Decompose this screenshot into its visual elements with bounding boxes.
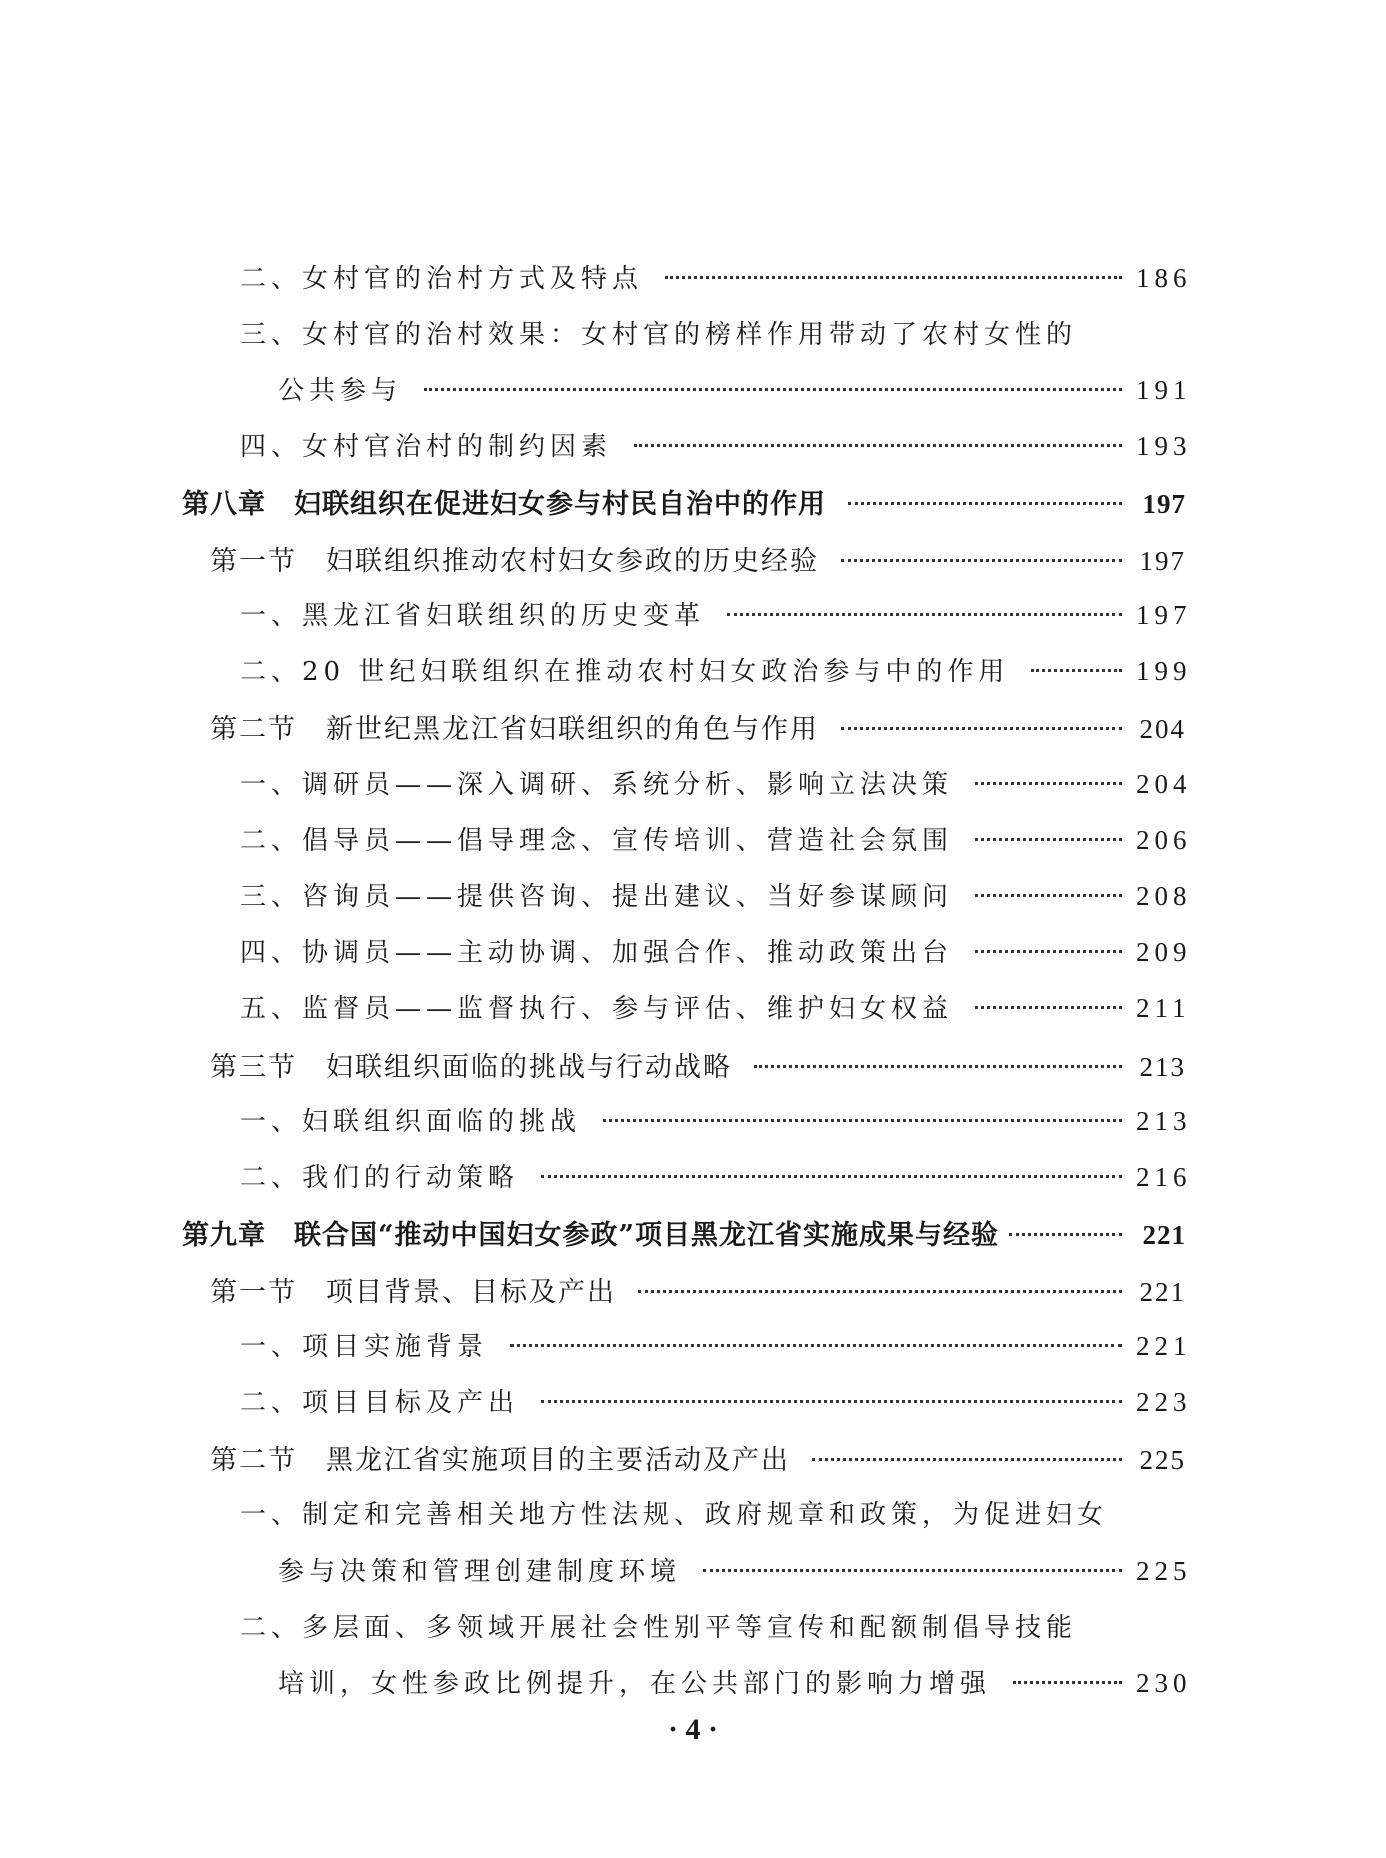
toc-entry[interactable] [240,932,1192,969]
toc-entry-title: 二、我们的行动策略 [240,1163,520,1193]
toc-entry-title: 三、女村官的治村效果：女村官的榜样作用带动了农村女性的 [240,320,1078,350]
toc-entry-title: 五、监督员——监督执行、参与评估、维护妇女权益 [240,994,954,1024]
dot-leader [424,388,1122,391]
toc-entry-page: 213 [1139,1052,1186,1082]
toc-entry-title: 二、女村官的治村方式及特点 [240,264,644,294]
toc-section[interactable] [210,707,1186,746]
toc-entry[interactable] [240,820,1192,857]
toc-chapter[interactable] [182,1213,1186,1252]
toc-section-title: 第二节 黑龙江省实施项目的主要活动及产出 [210,1445,790,1476]
toc-section[interactable] [210,539,1186,578]
toc-entry-first-line[interactable] [240,1494,1108,1531]
toc-entry-page: 197 [1136,600,1192,630]
toc-entry-page: 204 [1136,769,1192,799]
page-number: · 4 · [667,1713,718,1746]
toc-entry-continuation[interactable] [278,1551,1192,1588]
toc-entry[interactable] [240,876,1192,913]
toc-entry-title: 公共参与 [278,376,403,406]
toc-entry-title: 二、多层面、多领域开展社会性别平等宣传和配额制倡导技能 [240,1613,1078,1643]
toc-entry-title: 四、女村官治村的制约因素 [240,432,613,462]
toc-entry-continuation[interactable] [278,370,1192,407]
toc-section[interactable] [210,1045,1186,1084]
dot-leader [754,1065,1122,1068]
toc-section-title: 第一节 妇联组织推动农村妇女参政的历史经验 [210,546,819,577]
toc-entry[interactable] [240,988,1191,1025]
toc-section-title: 第一节 项目背景、目标及产出 [210,1277,616,1308]
toc-entry-title: 一、调研员——深入调研、系统分析、影响立法决策 [240,770,954,800]
dot-leader [841,727,1122,730]
toc-entry-page: 221 [1136,1331,1192,1361]
toc-entry-title: 一、项目实施背景 [240,1332,489,1362]
toc-entry-page: 216 [1136,1162,1192,1192]
dot-leader [1031,669,1122,672]
toc-chapter-title: 第九章 联合国“推动中国妇女参政”项目黑龙江省实施成果与经验 [182,1220,1000,1251]
toc-entry-page: 204 [1139,714,1186,744]
toc-entry-continuation[interactable] [278,1663,1192,1700]
dot-leader [975,782,1122,785]
toc-entry-page: 211 [1136,993,1191,1023]
dot-leader [603,1119,1122,1122]
toc-chapter[interactable] [182,482,1186,521]
toc-entry-page: 221 [1142,1220,1186,1250]
dot-leader [541,1175,1122,1178]
toc-section-title: 第二节 新世纪黑龙江省妇联组织的角色与作用 [210,714,819,745]
toc-entry-title: 培训，女性参政比例提升，在公共部门的影响力增强 [278,1669,992,1699]
toc-entry-page: 225 [1136,1556,1192,1586]
toc-entry-page: 199 [1136,656,1192,686]
dot-leader [665,276,1122,279]
toc-entry[interactable] [240,651,1192,688]
dot-leader [975,894,1122,897]
toc-entry-title: 一、制定和完善相关地方性法规、政府规章和政策，为促进妇女 [240,1500,1109,1530]
toc-entry-page: 197 [1139,546,1186,576]
toc-entry-page: 221 [1139,1277,1186,1307]
toc-entry-page: 197 [1142,489,1186,519]
toc-entry-title: 二、20 世纪妇联组织在推动农村妇女政治参与中的作用 [240,657,1010,687]
toc-section[interactable] [210,1270,1186,1309]
dot-leader [703,1569,1122,1572]
toc-entry-page: 223 [1136,1387,1192,1417]
toc-entry-page: 206 [1136,825,1192,855]
toc-entry[interactable] [240,764,1192,801]
toc-chapter-title: 第八章 妇联组织在促进妇女参与村民自治中的作用 [182,489,826,520]
dot-leader [541,1400,1122,1403]
toc-entry-page: 209 [1136,937,1192,967]
toc-entry-page: 186 [1136,263,1192,293]
toc-entry-page: 213 [1136,1106,1192,1136]
dot-leader [812,1458,1122,1461]
dot-leader [975,838,1122,841]
dot-leader [841,559,1122,562]
toc-entry[interactable] [240,1326,1192,1363]
dot-leader [510,1344,1122,1347]
dot-leader [1009,1233,1122,1236]
toc-entry-title: 二、倡导员——倡导理念、宣传培训、营造社会氛围 [240,826,954,856]
toc-entry-title: 一、妇联组织面临的挑战 [240,1107,582,1137]
dot-leader [1013,1681,1122,1684]
toc-entry-title: 三、咨询员——提供咨询、提出建议、当好参谋顾问 [240,882,954,912]
toc-section[interactable] [210,1438,1186,1477]
dot-leader [975,950,1122,953]
toc-entry-first-line[interactable] [240,1607,1077,1644]
dot-leader [727,613,1122,616]
toc-entry-page: 193 [1136,431,1192,461]
dot-leader [638,1290,1122,1293]
toc-entry-page: 230 [1136,1668,1192,1698]
dot-leader [634,444,1122,447]
dot-leader [848,502,1122,505]
toc-entry-title: 四、协调员——主动协调、加强合作、推动政策出台 [240,938,954,968]
dot-leader [975,1006,1122,1009]
toc-entry-title: 一、黑龙江省妇联组织的历史变革 [240,601,706,631]
toc-entry[interactable] [240,1382,1192,1419]
toc-entry[interactable] [240,258,1192,295]
toc-entry[interactable] [240,1157,1192,1194]
toc-entry-page: 225 [1139,1445,1186,1475]
toc-entry-title: 参与决策和管理创建制度环境 [278,1557,682,1587]
toc-entry-page: 208 [1136,881,1192,911]
toc-entry[interactable] [240,595,1192,632]
toc-section-title: 第三节 妇联组织面临的挑战与行动战略 [210,1052,732,1083]
toc-entry-title: 二、项目目标及产出 [240,1388,520,1418]
toc-entry[interactable] [240,426,1192,463]
toc-entry-page: 191 [1136,375,1192,405]
toc-entry[interactable] [240,1101,1192,1138]
toc-entry-first-line[interactable] [240,314,1077,351]
